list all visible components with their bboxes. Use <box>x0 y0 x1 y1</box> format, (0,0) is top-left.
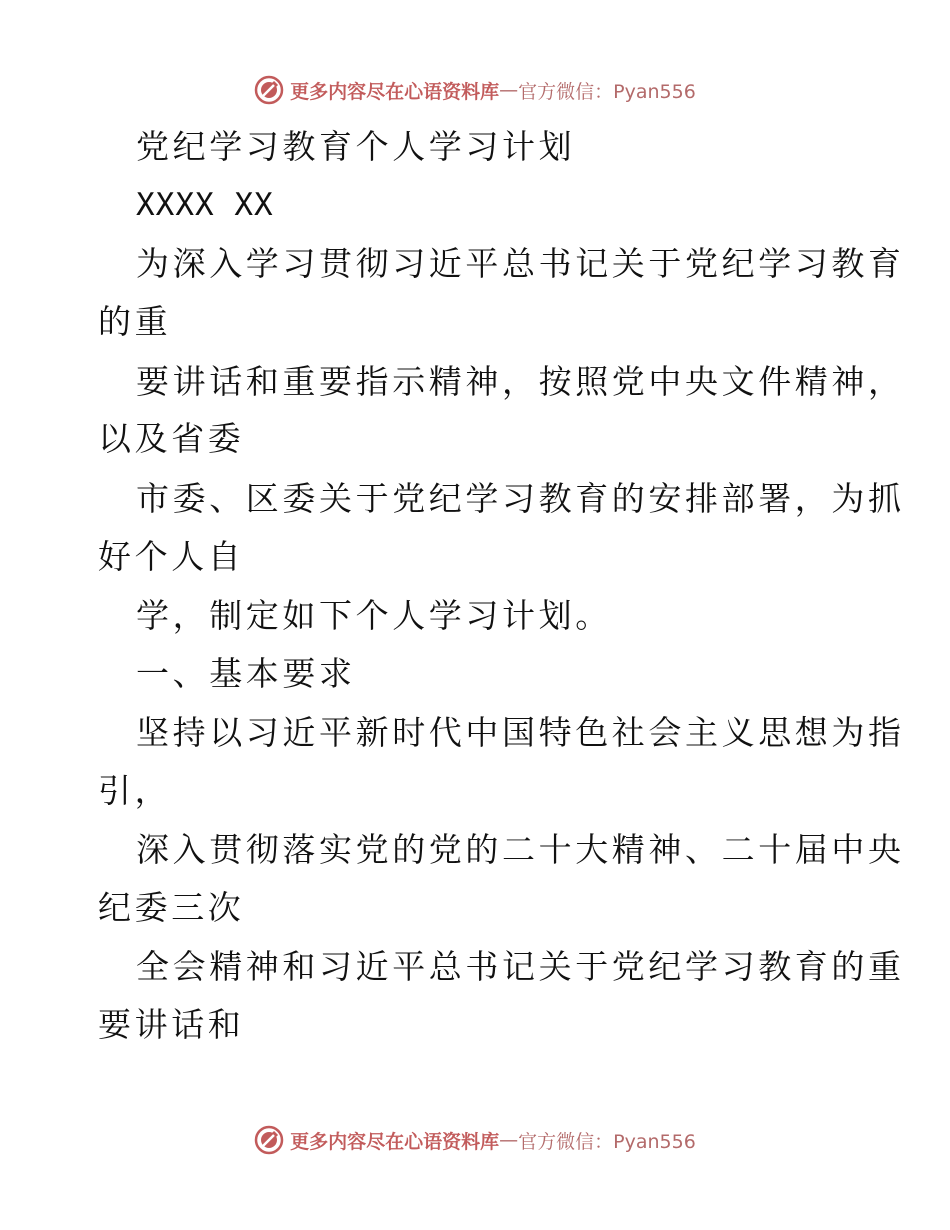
watermark-separator: — <box>499 79 519 101</box>
section-heading: 一、基本要求 <box>136 654 356 693</box>
paragraph-line: 纪委三次 <box>98 888 245 927</box>
paragraph-line: 的重 <box>98 302 172 341</box>
pen-logo-icon <box>254 75 284 105</box>
paragraph-line: 要讲话和 <box>98 1005 245 1044</box>
pen-logo-icon <box>254 1125 284 1155</box>
paragraph-line: 引， <box>98 771 172 810</box>
paragraph-line: 以及省委 <box>98 419 245 458</box>
footer-watermark <box>0 1120 950 1160</box>
watermark-wechat: 官方微信：Pyan556 <box>518 80 696 103</box>
header-watermark <box>0 70 950 110</box>
paragraph-line: 好个人自 <box>98 537 245 576</box>
document-author: XXXX XX <box>136 187 274 223</box>
paragraph-line: 坚持以习近平新时代中国特色社会主义思想为指 <box>136 713 905 752</box>
paragraph-line: 为深入学习贯彻习近平总书记关于党纪学习教育 <box>136 244 905 283</box>
watermark-text: 更多内容尽在心语资料库 <box>290 80 500 103</box>
paragraph-line: 市委、区委关于党纪学习教育的安排部署，为抓 <box>136 479 905 518</box>
paragraph-line: 全会精神和习近平总书记关于党纪学习教育的重 <box>136 947 905 986</box>
paragraph-line: 深入贯彻落实党的党的二十大精神、二十届中央 <box>136 830 905 869</box>
watermark-text: 更多内容尽在心语资料库 <box>290 1130 500 1153</box>
document-title: 党纪学习教育个人学习计划 <box>136 127 576 166</box>
paragraph-line: 要讲话和重要指示精神，按照党中央文件精神， <box>136 362 905 401</box>
watermark-separator: — <box>499 1129 519 1151</box>
paragraph-line: 学，制定如下个人学习计划。 <box>136 596 612 635</box>
watermark-wechat: 官方微信：Pyan556 <box>518 1130 696 1153</box>
